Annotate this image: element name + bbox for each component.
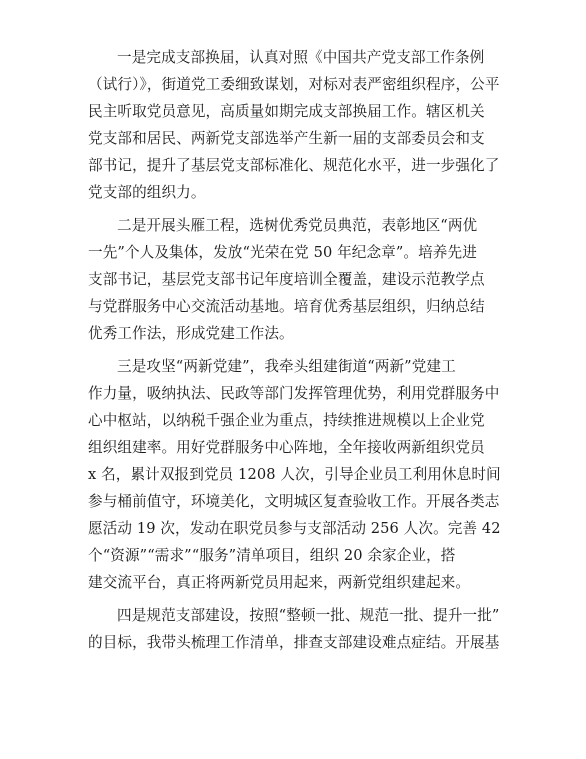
paragraph-3 (88, 353, 500, 596)
text-line: 部书记，提升了基层党支部标准化、规范化水平，进一步强化了 (88, 157, 500, 174)
text-line: 优秀工作法，形成党建工作法。 (88, 325, 294, 342)
document-body (88, 44, 500, 662)
text-line: 的目标，我带头梳理工作清单，排查支部建设难点症结。开展基 (88, 634, 500, 651)
text-line: 建交流平台，真正将两新党员用起来，两新党组织建起来。 (88, 574, 471, 591)
text-line: 党支部的组织力。 (88, 184, 206, 201)
text-line: 个“资源”“需求”“服务”清单项目，组织 20 余家企业，搭 (88, 547, 456, 564)
text-line: 愿活动 19 次，发动在职党员参与支部活动 256 人次。完善 42 (88, 520, 501, 537)
text-line: 民主听取党员意见，高质量如期完成支部换届工作。辖区机关 (88, 103, 485, 120)
text-line: 党支部和居民、两新党支部选举产生新一届的支部委员会和支 (88, 130, 485, 147)
text-line: 参与桶前值守，环境美化，文明城区复查验收工作。开展各类志 (88, 493, 500, 510)
text-line: 三是攻坚“两新党建”，我牵头组建街道“两新”党建工 (117, 358, 456, 375)
text-line: 一是完成支部换届，认真对照《中国共产党支部工作条例 (117, 49, 485, 66)
paragraph-2 (88, 212, 500, 347)
text-line: 支部书记，基层党支部书记年度培训全覆盖，建设示范教学点 (88, 271, 485, 288)
text-line: 组织组建率。用好党群服务中心阵地，全年接收两新组织党员 (88, 439, 485, 456)
text-line: 四是规范支部建设，按照“整顿一批、规范一批、提升一批” (117, 607, 500, 624)
text-line: 作力量，吸纳执法、民政等部门发挥管理优势，利用党群服务中 (88, 385, 500, 402)
text-line: 与党群服务中心交流活动基地。培育优秀基层组织，归纳总结 (88, 298, 485, 315)
text-line: 心中枢站，以纳税千强企业为重点，持续推进规模以上企业党 (88, 412, 485, 429)
text-line: （试行）》，街道党工委细致谋划，对标对表严密组织程序，公平 (88, 76, 500, 93)
paragraph-4 (88, 602, 500, 656)
text-line: x 名，累计双报到党员 1208 人次，引导企业员工利用休息时间 (88, 466, 501, 483)
text-line: 一先”个人及集体，发放“光荣在党 50 年纪念章”。培养先进 (88, 244, 477, 261)
text-line: 二是开展头雁工程，选树优秀党员典范，表彰地区“两优 (117, 217, 478, 234)
paragraph-1 (88, 44, 500, 206)
